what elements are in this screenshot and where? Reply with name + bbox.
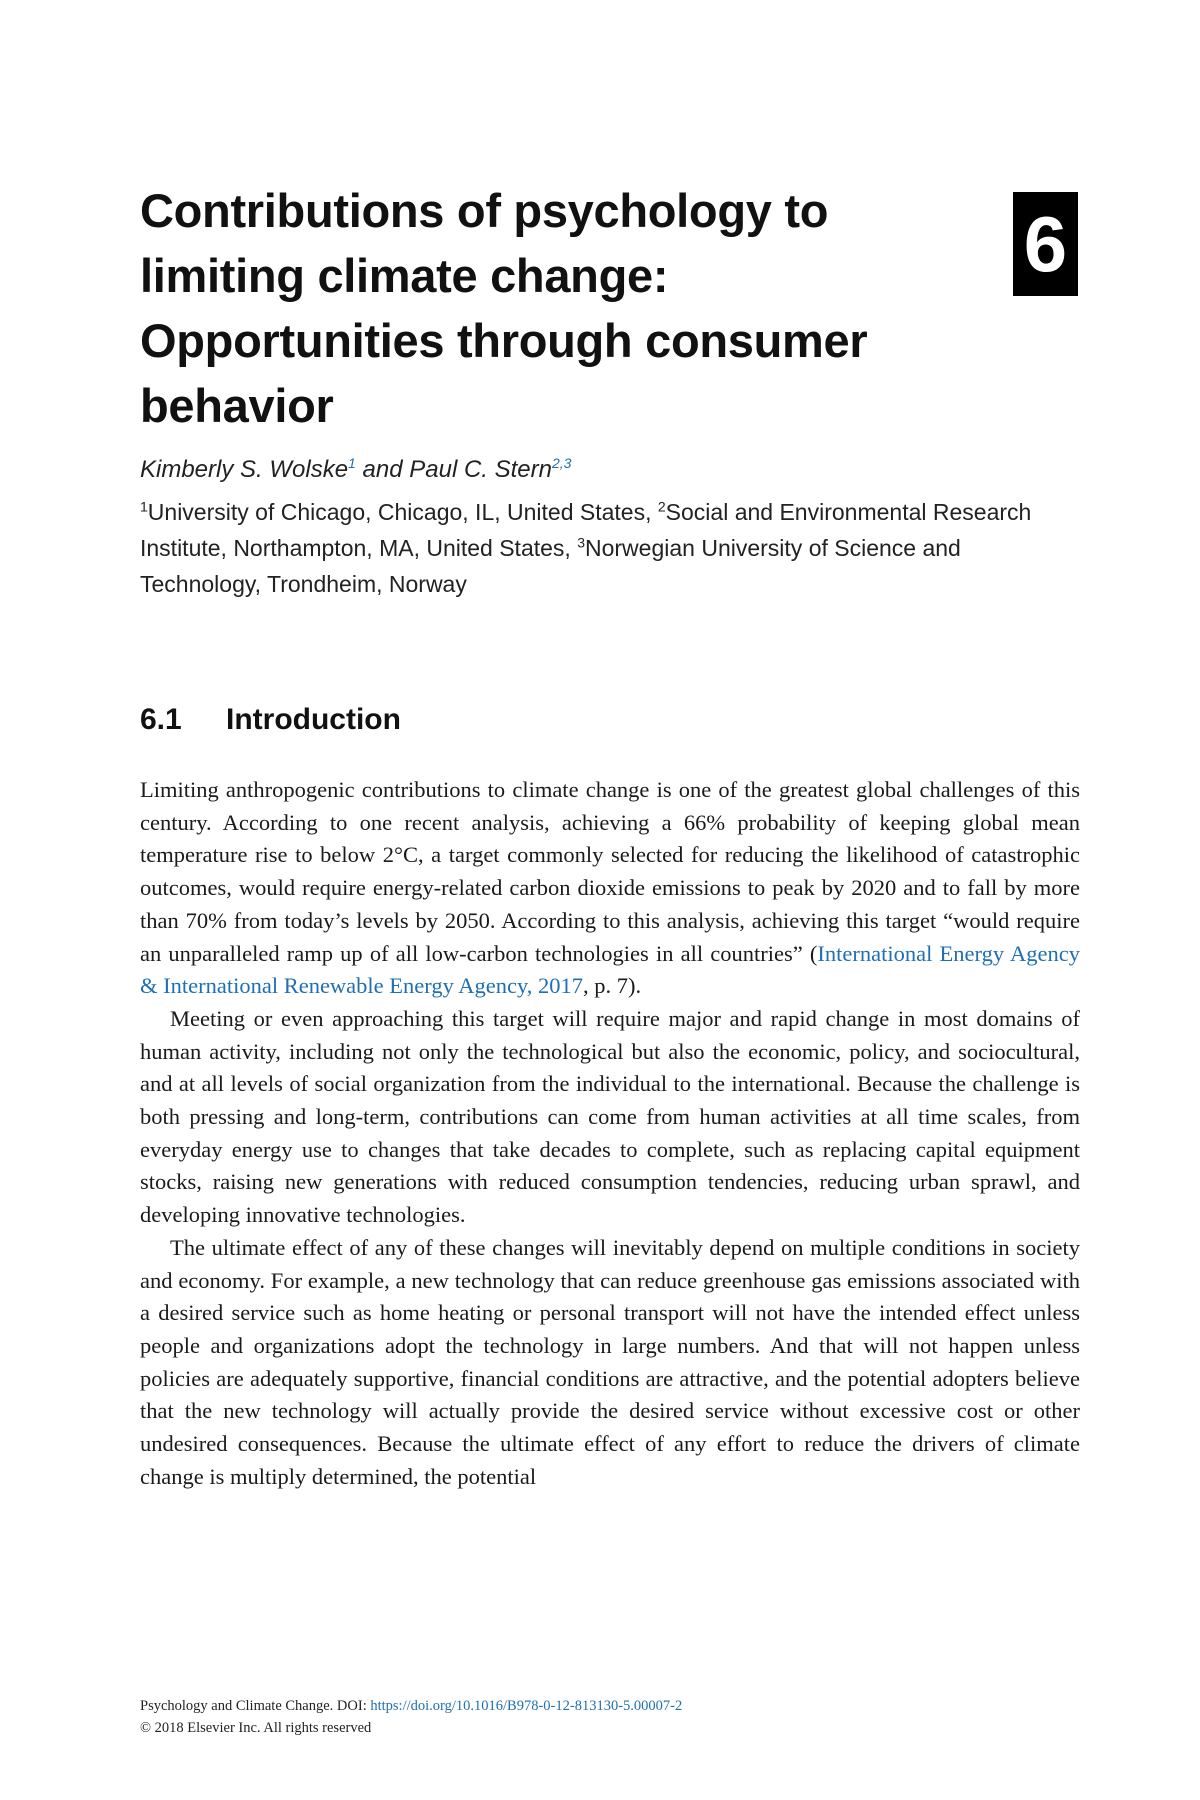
author-line [140,455,571,485]
affiliation-marker: 2 [657,498,666,515]
footer-copyright: © 2018 Elsevier Inc. All rights reserved [140,1720,372,1736]
chapter-title-line: limiting climate change: [140,249,669,302]
chapter-title-line: Contributions of psychology to [140,184,829,237]
paragraph [140,774,1080,1003]
paragraph-text: Limiting anthropogenic contributions to climate change is one of the greatest global challenges of this century. According to one recent analysis, achieving a 66% probability of keeping global mean temperature rise to below 2°C, a target commonly selected for reducing the likelihood of catastrophic outcomes, would require energy-related carbon dioxide emissions to peak by 2020 and to fall by more than 70% from today’s levels by 2050. According to this analysis, achieving this target “would require an unparalleled ramp up of all low-carbon technologies in all countries” ( [140,777,1080,966]
body-text [140,774,1080,1493]
affiliation-text: University of Chicago, Chicago, IL, United States, [147,499,652,525]
affiliation-text: Institute, Northampton, MA, United States, [140,535,571,561]
citation-link[interactable]: International Energy Agency & International Renewable Energy Agency, 2017 [140,940,1080,999]
author-connector: and [362,456,403,483]
author-name: Kimberly S. Wolske [140,456,349,483]
page-footer [140,1695,682,1739]
affiliation-text: Social and Environmental Research [665,499,1032,525]
chapter-title-line: Opportunities through consumer [140,314,868,367]
affiliation-text: Technology, Trondheim, Norway [140,571,467,597]
affiliation-line [140,566,1080,602]
affiliation-reference[interactable]: 1 [348,455,356,471]
affiliations [140,494,1080,602]
chapter-title [140,178,920,438]
paragraph: The ultimate effect of any of these changes will inevitably depend on multiple conditions in society and economy. For example, a new technology that can reduce greenhouse gas emissions associated with a desired service such as home heating or personal transport will not have the intended effect unless people and organizations adopt the technology in large numbers. And that will not happen unless policies are adequately supportive, financial conditions are attractive, and the potential adopters believe that the new technology will actually provide the desired service without excessive cost or other undesired consequences. Because the ultimate effect of any effort to reduce the drivers of climate change is multiply determined, the potential [140,1234,1080,1489]
chapter-title-line: behavior [140,379,334,432]
doi-link[interactable]: https://doi.org/10.1016/B978-0-12-813130-5.00007-2 [370,1698,683,1714]
paragraph-text: , p. 7). [583,973,642,999]
affiliation-reference[interactable]: 2,3 [551,455,572,471]
author-name: Paul C. Stern [409,456,552,483]
affiliation-marker: 1 [140,498,148,515]
affiliation-line [140,530,1080,566]
chapter-number-badge: 6 [1013,192,1078,296]
affiliation-line [140,494,1080,530]
paragraph: Meeting or even approaching this target will require major and rapid change in most domains of human activity, including not only the technological but also the economic, policy, and sociocultural, and at all levels of social organization from the individual to the international. Because the challenge is both pressing and long-term, contributions can come from human activities at all time scales, from everyday energy use to changes that take decades to complete, such as replacing capital equipment stocks, raising new generations with reduced consumption tendencies, reducing urban sprawl, and developing innovative technologies. [140,1005,1080,1228]
affiliation-marker: 3 [577,534,585,551]
section-heading [140,700,401,740]
section-title: Introduction [226,703,401,736]
section-number: 6.1 [140,703,182,736]
footer-line [140,1695,682,1717]
footer-book: Psychology and Climate Change. DOI: [140,1698,367,1714]
affiliation-text: Norwegian University of Science and [585,535,961,561]
